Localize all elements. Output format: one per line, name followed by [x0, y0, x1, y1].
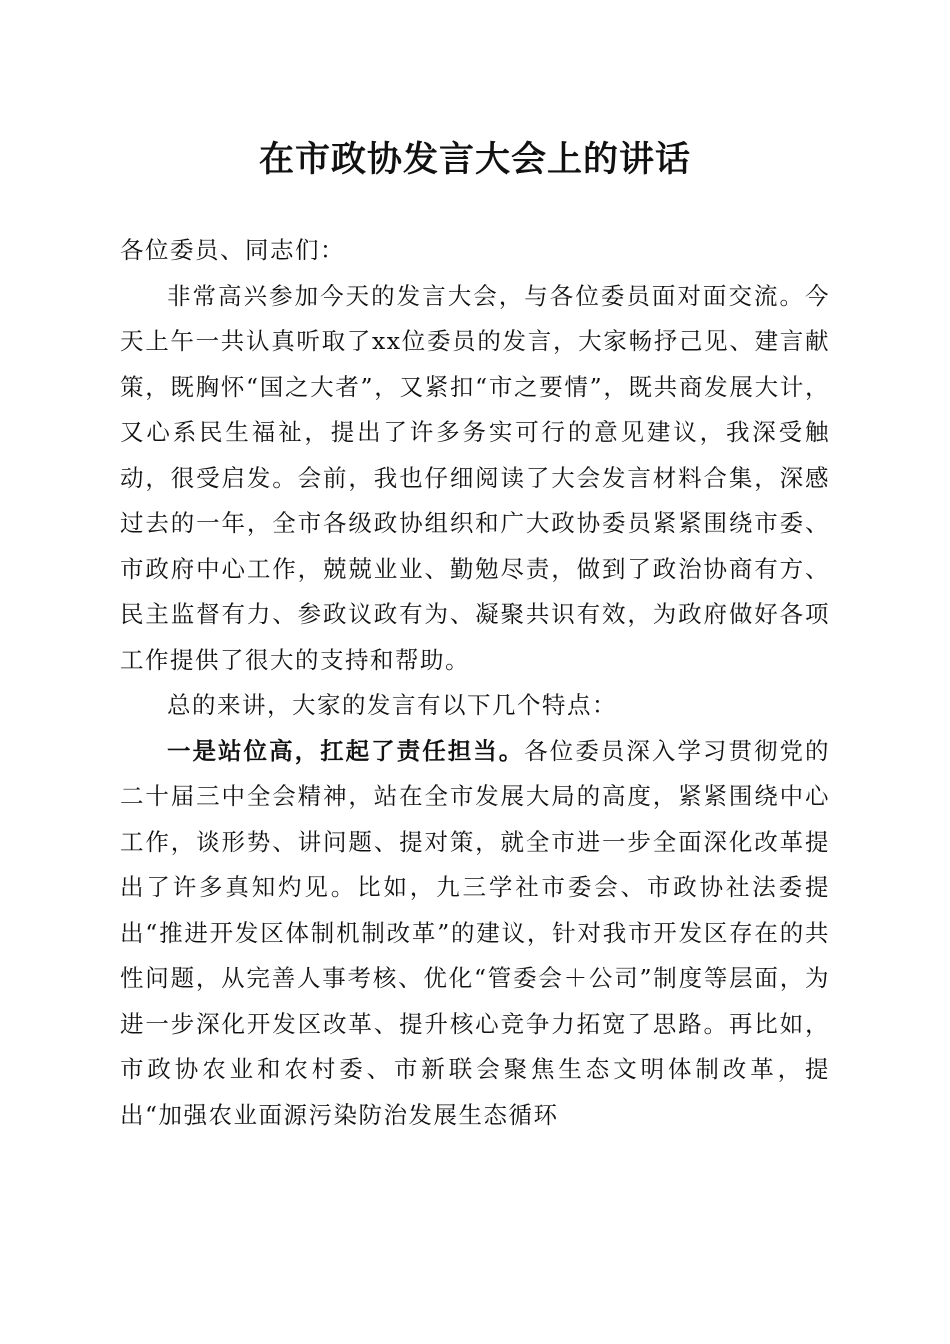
document-body: [120, 228, 830, 1138]
greeting-line: 各位委员、同志们：: [120, 236, 345, 264]
document-title: 在市政协发言大会上的讲话: [258, 139, 691, 180]
paragraph-summary: 总的来讲，大家的发言有以下几个特点：: [167, 691, 617, 719]
point-one-text: 各位委员深入学习贯彻党的二十届三中全会精神，站在全市发展大局的高度，紧紧围绕中心工作，谈形势、讲问题、提对策，就全市进一步全面深化改革提出了许多真知灼见。比如，九三学社市委会、市政协社法委提出“推进开发区体制机制改革”的建议，针对我市开发区存在的共性问题，从完善人事考核、优化“管委会＋公司”制度等层面，为进一步深化开发区改革、提升核心竞争力拓宽了思路。再比如，市政协农业和农村委、市新联会聚焦生态文明体制改革，提出“加强农业面源污染防治发展生态循环: [120, 736, 831, 1129]
paragraph-point-one: [120, 729, 830, 1139]
paragraph-intro: 非常高兴参加今天的发言大会，与各位委员面对面交流。今天上午一共认真听取了xx位委员的发言，大家畅抒己见、建言献策，既胸怀“国之大者”，又紧扣“市之要情”，既共商发展大计，又心系民生福祉，提出了许多务实可行的意见建议，我深受触动，很受启发。会前，我也仔细阅读了大会发言材料合集，深感过去的一年，全市各级政协组织和广大政协委员紧紧围绕市委、市政府中心工作，兢兢业业、勤勉尽责，做到了政治协商有方、民主监督有力、参政议政有为、凝聚共识有效，为政府做好各项工作提供了很大的支持和帮助。: [120, 281, 830, 674]
point-one-lead: 一是站位高，扛起了责任担当。: [167, 736, 525, 765]
